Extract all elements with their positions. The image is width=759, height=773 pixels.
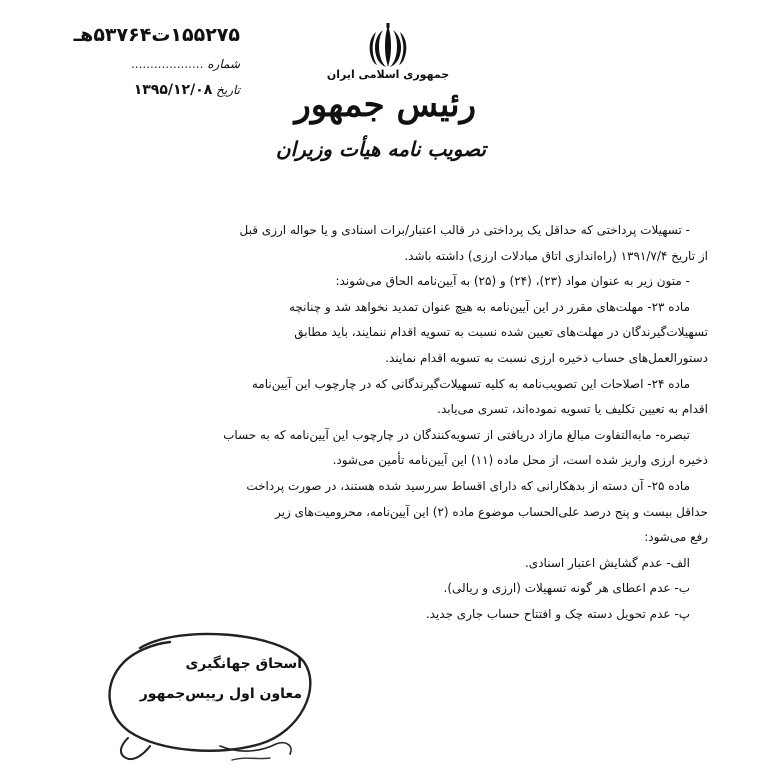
body-line: اقدام به تعیین تکلیف یا تسویه نموده‌اند، تسری می‌یابد.: [437, 402, 708, 417]
body-line: ذخیره ارزی واریز شده است، از محل ماده (۱۱) این آیین‌نامه تأمین می‌شود.: [332, 453, 708, 468]
body-line: تبصره- مابه‌التفاوت مبالغ مازاد دریافتی از تسویه‌کنندگان در چارچوب این آیین‌نامه که به حساب: [223, 427, 690, 442]
document-meta: [30, 22, 240, 100]
country-name: جمهوری اسلامی ایران: [326, 68, 450, 81]
body-line: دستورالعمل‌های حساب ذخیره ارزی نسبت به تسویه اقدام نمایند.: [385, 350, 708, 365]
body-line: تسهیلات‌گیرندگان در مهلت‌های تعیین شده نسبت به تسویه اقدام ننمایند، باید مطابق: [294, 325, 708, 340]
signature-block: [100, 628, 320, 768]
date-label: تاریخ: [216, 83, 240, 97]
signatory-title: معاون اول رییس‌جمهور: [139, 686, 302, 702]
number-row: [30, 54, 240, 74]
date-row: [30, 80, 240, 100]
document-type: تصویب نامه هیأت وزیران: [275, 137, 486, 161]
number-value: ...................: [130, 57, 204, 71]
body-line: حداقل بیست و پنج درصد علی‌الحساب موضوع ماده (۲) این آیین‌نامه، محرومیت‌های زیر: [275, 504, 708, 519]
body-line: الف- عدم گشایش اعتبار اسنادی.: [524, 555, 690, 570]
body-line: - متون زیر به عنوان مواد (۲۳)، (۲۴) و (۲۵) به آیین‌نامه الحاق می‌شوند:: [335, 274, 690, 289]
reference-number: ۱۵۵۲۷۵ت۵۳۷۶۴هـ: [73, 24, 240, 46]
body-line: ب- عدم اعطای هر گونه تسهیلات (ارزی و ریالی).: [443, 581, 690, 596]
body-line: ماده ۲۴- اصلاحات این تصویب‌نامه به کلیه تسهیلات‌گیرندگانی که در چارچوب این آیین‌نامه: [251, 376, 690, 391]
signatory-name: اسحاق جهانگیری: [185, 656, 302, 672]
body-line: - تسهیلات پرداختی که حداقل یک پرداختی در قالب اعتبار/برات اسنادی و یا حواله ارزی قبل: [239, 223, 690, 237]
date-value: ۱۳۹۵/۱۲/۰۸: [133, 82, 213, 98]
body-line: از تاریخ ۱۳۹۱/۷/۴ (راه‌اندازی اتاق مبادلات ارزی) داشته باشد.: [404, 248, 708, 263]
number-label: شماره: [207, 57, 240, 71]
body-line: پ- عدم تحویل دسته چک و افتتاح حساب جاری جدید.: [425, 606, 690, 621]
decree-body: [60, 218, 708, 628]
office-title: رئیس جمهور: [294, 85, 476, 125]
body-line: ماده ۲۳- مهلت‌های مقرر در این آیین‌نامه به هیچ عنوان تمدید نخواهد شد و چنانچه: [289, 299, 690, 314]
body-line: ماده ۲۵- آن دسته از بدهکارانی که دارای اقساط سررسید شده هستند، در صورت پرداخت: [246, 478, 690, 493]
iran-emblem-icon: [365, 22, 411, 70]
body-line: رفع می‌شود:: [644, 530, 708, 545]
